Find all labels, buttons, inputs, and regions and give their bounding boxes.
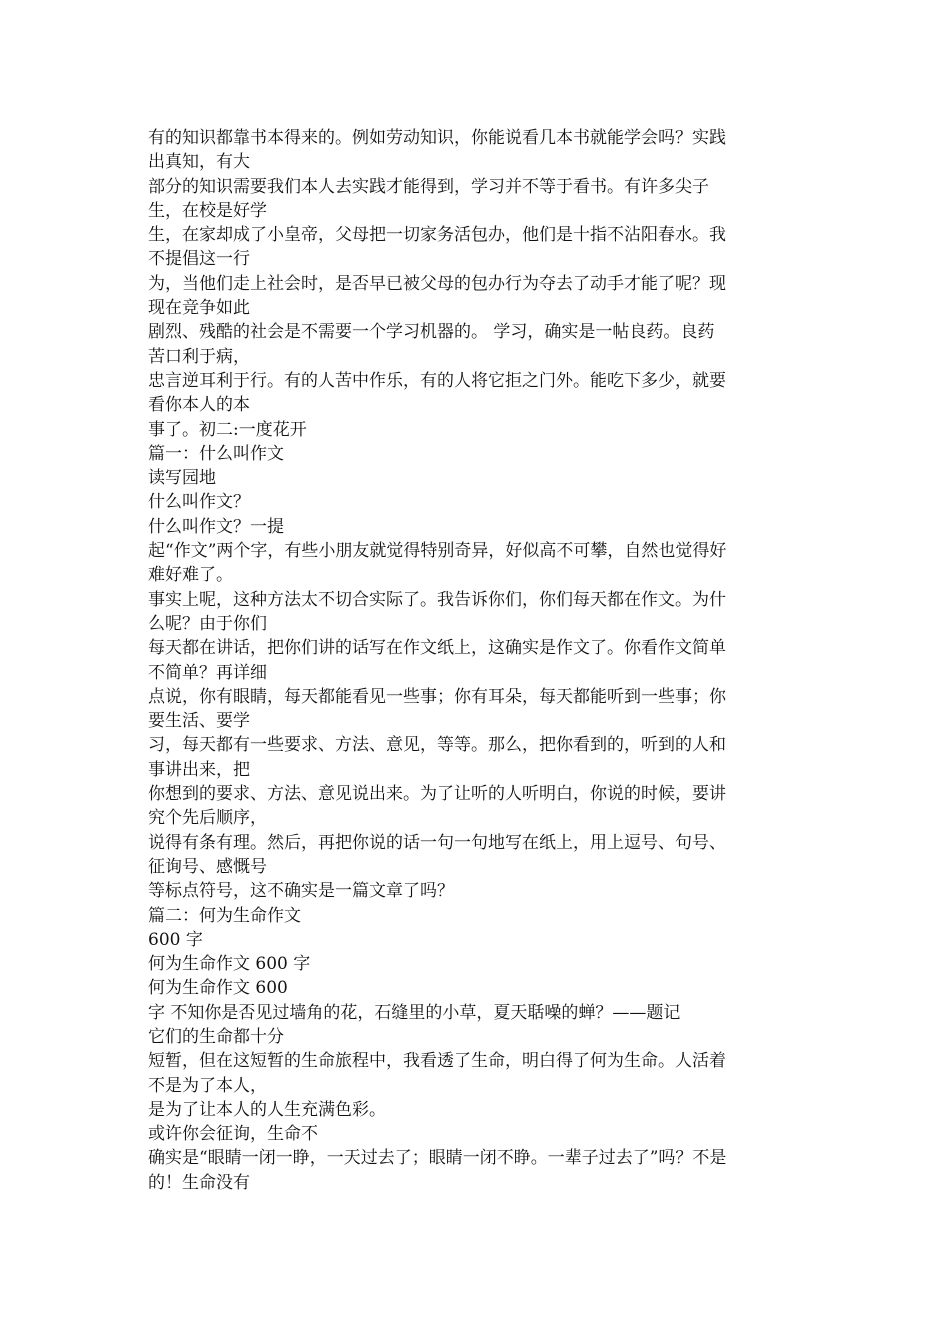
text-line: 不是为了本人，: [148, 1075, 267, 1096]
text-line: 短暂，但在这短暂的生命旅程中，我看透了生命，明白得了何为生命。人活着: [148, 1051, 726, 1072]
text-line: 不简单？再详细: [148, 662, 267, 683]
text-line: 每天都在讲话，把你们讲的话写在作文纸上，这确实是作文了。你看作文简单: [148, 638, 726, 659]
text-line: 什么叫作文？: [148, 492, 250, 513]
text-line: 究个先后顺序，: [148, 808, 267, 829]
document-body: [148, 126, 808, 1195]
text-line: 说得有条有理。然后，再把你说的话一句一句地写在纸上，用上逗号、句号、: [148, 832, 726, 853]
heading-line: 篇一：什么叫作文: [148, 443, 284, 464]
text-line: 忠言逆耳利于行。有的人苦中作乐，有的人将它拒之门外。能吃下多少，就要: [148, 370, 726, 391]
text-line: 字 不知你是否见过墙角的花，石缝里的小草，夏天聒噪的蝉？——题记: [148, 1002, 681, 1023]
text-line: 有的知识都靠书本得来的。例如劳动知识，你能说看几本书就能学会吗？实践: [148, 128, 726, 148]
text-line: 生，在校是好学: [148, 200, 267, 221]
text-line: 事讲出来，把: [148, 759, 250, 780]
text-line: 或许你会征询，生命不: [148, 1124, 318, 1145]
text-line: 生，在家却成了小皇帝，父母把一切家务活包办，他们是十指不沾阳春水。我: [148, 225, 726, 246]
text-line: 读写园地: [148, 468, 216, 489]
text-line: 习，每天都有一些要求、方法、意见，等等。那么，把你看到的，听到的人和: [148, 735, 726, 756]
heading-line: 篇二：何为生命作文: [148, 905, 301, 926]
text-line: 看你本人的本: [148, 395, 250, 416]
text-line: 何为生命作文 600 字: [148, 954, 311, 975]
text-line: 你想到的要求、方法、意见说出来。为了让听的人听明白，你说的时候，要讲: [148, 784, 726, 805]
text-line: 事实上呢，这种方法太不切合实际了。我告诉你们，你们每天都在作文。为什: [148, 589, 726, 610]
text-line: 起“作文”两个字，有些小朋友就觉得特别奇异，好似高不可攀，自然也觉得好: [148, 541, 727, 562]
text-line: 剧烈、残酷的社会是不需要一个学习机器的。 学习，确实是一帖良药。良药: [148, 322, 715, 343]
text-line: 为，当他们走上社会时，是否早已被父母的包办行为夺去了动手才能了呢？现: [148, 273, 726, 294]
text-line: 何为生命作文 600: [148, 978, 288, 999]
text-line: 等标点符号，这不确实是一篇文章了吗？: [148, 881, 454, 902]
text-line: 什么叫作文？一提: [148, 516, 284, 537]
text-line: 现在竞争如此: [148, 298, 250, 319]
text-line: 苦口利于病，: [148, 346, 250, 367]
text-line: 的！生命没有: [148, 1172, 250, 1193]
text-line: 不提倡这一行: [148, 249, 250, 270]
heading-line: 事了。初二:一度花开: [148, 419, 307, 440]
text-line: 征询号、感慨号: [148, 856, 267, 877]
text-line: 要生活、要学: [148, 711, 250, 732]
text-line: 部分的知识需要我们本人去实践才能得到，学习并不等于看书。有许多尖子: [148, 176, 709, 197]
text-line: 确实是“眼睛一闭一睁，一天过去了；眼睛一闭不睁。一辈子过去了”吗？不是: [148, 1148, 727, 1169]
text-line: 难好难了。: [148, 565, 233, 586]
text-line: 出真知，有大: [148, 152, 250, 173]
text-line: 是为了让本人的人生充满色彩。: [148, 1099, 386, 1120]
text-line: 点说，你有眼睛，每天都能看见一些事；你有耳朵，每天都能听到一些事；你: [148, 686, 726, 707]
text-line: 600 字: [148, 929, 203, 950]
text-line: 么呢？由于你们: [148, 613, 267, 634]
text-line: 它们的生命都十分: [148, 1026, 284, 1047]
